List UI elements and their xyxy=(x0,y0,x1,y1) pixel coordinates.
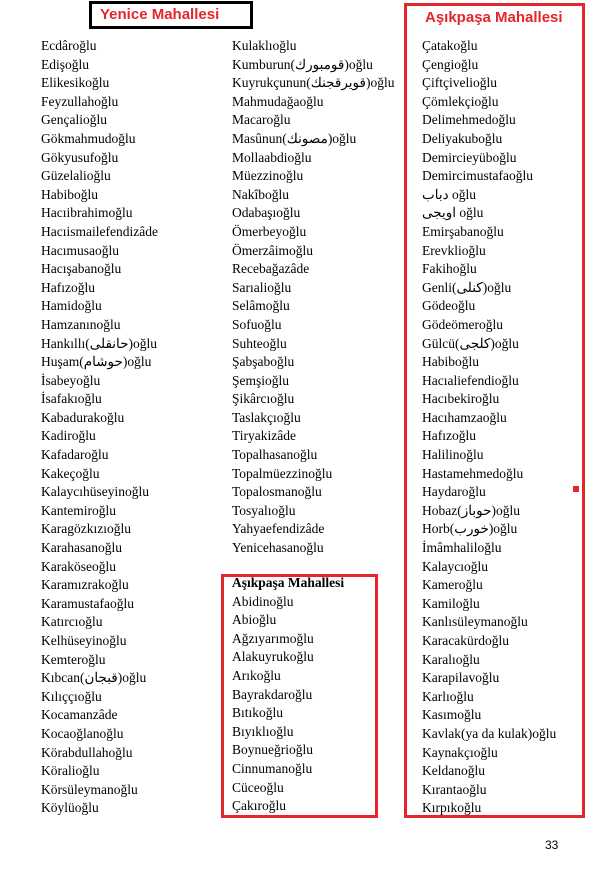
family-name-item: Abioğlu xyxy=(232,612,277,628)
red-square-marker xyxy=(573,486,579,492)
family-name-item: Hacımusaoğlu xyxy=(41,242,119,258)
family-name-item: Horb(خورب)oğlu xyxy=(422,521,518,537)
family-name-item: Masûnun(مصونك)oğlu xyxy=(232,130,357,146)
family-name-item: Genli(كنلى)oğlu xyxy=(422,279,512,295)
family-name-item: Alakuyrukoğlu xyxy=(232,649,314,665)
family-name-item: Habiboğlu xyxy=(41,186,98,202)
family-name-item: İmâmhaliloğlu xyxy=(422,540,502,556)
family-name-item: Gökyusufoğlu xyxy=(41,149,119,165)
family-name-item: Ağzıyarımoğlu xyxy=(232,630,314,646)
family-name-item: Cüceoğlu xyxy=(232,779,284,795)
family-name-item: Kuyrukçunun(قويرقجنك)oğlu xyxy=(232,75,395,91)
family-name-item: Çiftçivelioğlu xyxy=(422,75,497,91)
family-name-item: Kakeçoğlu xyxy=(41,465,100,481)
family-name-item: Kumburun(قومبورك)oğlu xyxy=(232,56,373,72)
yenice-mahallesi-header: Yenice Mahallesi xyxy=(89,1,253,29)
family-name-item: Recebağazâde xyxy=(232,261,310,277)
family-name-item: Müezzinoğlu xyxy=(232,168,304,184)
family-name-item: Hacıibrahimoğlu xyxy=(41,205,133,221)
family-name-item: Gülcü(كلجى)oğlu xyxy=(422,335,519,351)
family-name-item: Bıyıklıoğlu xyxy=(232,723,294,739)
family-name-item: Hacıaliefendioğlu xyxy=(422,372,519,388)
family-name-item: Bayrakdaroğlu xyxy=(232,686,313,702)
family-name-item: Edişoğlu xyxy=(41,56,90,72)
family-name-item: Gödeoğlu xyxy=(422,298,476,314)
family-name-item: اويجى oğlu xyxy=(422,205,484,221)
family-name-item: Yenicehasanoğlu xyxy=(232,540,324,556)
family-name-item: Odabaşıoğlu xyxy=(232,205,301,221)
family-name-item: Karapilavoğlu xyxy=(422,670,500,686)
yenice-names-column-2 xyxy=(232,37,395,558)
family-name-item: Abidinoğlu xyxy=(232,593,294,609)
family-name-item: Körabdullahoğlu xyxy=(41,744,133,760)
family-name-item: Emirşabanoğlu xyxy=(422,223,504,239)
family-name-item: Suhteoğlu xyxy=(232,335,287,351)
family-name-item: Nakîboğlu xyxy=(232,186,289,202)
family-name-item: Kaynakçıoğlu xyxy=(422,744,498,760)
family-name-item: Selâmoğlu xyxy=(232,298,290,314)
family-name-item: Kulaklıoğlu xyxy=(232,38,297,53)
family-name-item: Ömerzâimoğlu xyxy=(232,242,313,258)
family-name-item: Kıbcan(قبجان)oğlu xyxy=(41,670,147,686)
family-name-item: Kırpıkoğlu xyxy=(422,800,482,816)
family-name-item: Çengioğlu xyxy=(422,56,479,72)
family-name-item: Topalosmanoğlu xyxy=(232,484,322,500)
family-name-item: Şemşioğlu xyxy=(232,372,290,388)
family-name-item: Karaköseoğlu xyxy=(41,558,116,574)
family-name-item: Gödeömeroğlu xyxy=(422,316,503,332)
family-name-item: دباب oğlu xyxy=(422,186,476,202)
family-name-item: Şabşaboğlu xyxy=(232,354,295,370)
family-name-item: Macaroğlu xyxy=(232,112,291,128)
asikpasa-names-right-column xyxy=(422,37,556,818)
family-name-item: Hacıhamzaoğlu xyxy=(422,409,507,425)
family-name-item: Karacakürdoğlu xyxy=(422,633,509,648)
family-name-item: Sarıalioğlu xyxy=(232,279,292,295)
family-name-item: Delimehmedoğlu xyxy=(422,112,516,128)
family-name-item: Kameroğlu xyxy=(422,577,483,593)
family-name-item: Mollaabdioğlu xyxy=(232,149,312,165)
family-name-item: Keldanoğlu xyxy=(422,763,485,779)
family-name-item: Kalaycıoğlu xyxy=(422,558,488,574)
family-name-item: Hacışabanoğlu xyxy=(41,261,122,277)
family-name-item: Kasımoğlu xyxy=(422,707,482,723)
family-name-item: Demircimustafaoğlu xyxy=(422,168,533,184)
family-name-item: Karahasanoğlu xyxy=(41,540,122,556)
family-name-item: Kocamanzâde xyxy=(41,707,118,723)
family-name-item: Yahyaefendizâde xyxy=(232,521,325,537)
family-name-item: Fakihoğlu xyxy=(422,261,477,277)
family-name-item: Arıkoğlu xyxy=(232,667,281,683)
asikpasa-mahallesi-header: Aşıkpaşa Mahallesi xyxy=(425,9,563,26)
family-name-item: Kavlak(ya da kulak)oğlu xyxy=(422,725,557,741)
family-name-item: Hankıllı(حانقلى)oğlu xyxy=(41,335,158,351)
family-name-item: Hafızoğlu xyxy=(41,279,95,295)
family-name-item: Kocaoğlanoğlu xyxy=(41,725,124,741)
page-number: 33 xyxy=(545,838,559,852)
family-name-item: Elikesikoğlu xyxy=(41,75,110,91)
yenice-names-column-1 xyxy=(41,37,158,818)
family-name-item: Kadiroğlu xyxy=(41,428,96,444)
family-name-item: Karalıoğlu xyxy=(422,651,480,667)
family-name-item: Kabadurakoğlu xyxy=(41,409,125,425)
family-name-item: Tiryakizâde xyxy=(232,428,296,444)
family-name-item: Boynueğrioğlu xyxy=(232,742,313,758)
family-name-item: Hacıismailefendizâde xyxy=(41,223,158,239)
family-name-item: Karlıoğlu xyxy=(422,688,474,704)
family-name-item: Hacıbekiroğlu xyxy=(422,391,500,407)
family-name-item: Halilinoğlu xyxy=(422,447,484,463)
family-name-item: Hastamehmedoğlu xyxy=(422,465,524,481)
family-name-item: Kırantaoğlu xyxy=(422,781,487,797)
family-name-item: Hamidoğlu xyxy=(41,298,102,314)
family-name-item: Taslakçıoğlu xyxy=(232,409,301,425)
family-name-item: Çömlekçioğlu xyxy=(422,93,499,109)
family-name-item: Haydaroğlu xyxy=(422,484,486,500)
family-name-item: Feyzullahoğlu xyxy=(41,93,119,109)
family-name-item: Karamustafaoğlu xyxy=(41,595,134,611)
family-name-item: Katırcıoğlu xyxy=(41,614,103,630)
family-name-item: Kelhüseyinoğlu xyxy=(41,633,127,648)
family-name-item: Çakıroğlu xyxy=(232,798,286,814)
family-name-item: Mahmudağaoğlu xyxy=(232,93,324,109)
family-name-item: Şikârcıoğlu xyxy=(232,391,295,407)
family-name-item: Köylüoğlu xyxy=(41,800,99,816)
family-name-item: İsafakıoğlu xyxy=(41,391,102,407)
family-name-item: Hobaz(حوباز)oğlu xyxy=(422,502,520,518)
family-name-item: Köralioğlu xyxy=(41,763,100,779)
family-name-item: Karamızrakoğlu xyxy=(41,577,129,593)
family-name-item: Habiboğlu xyxy=(422,354,479,370)
family-name-item: Hamzanınoğlu xyxy=(41,316,121,332)
family-name-item: Ömerbeyoğlu xyxy=(232,223,307,239)
family-name-item: Hafızoğlu xyxy=(422,428,476,444)
family-name-item: Kantemiroğlu xyxy=(41,502,116,518)
family-name-item: Tosyalıoğlu xyxy=(232,502,296,518)
family-name-item: Aşıkpaşa Mahallesi xyxy=(232,575,345,590)
family-name-item: Gökmahmudoğlu xyxy=(41,130,136,146)
family-name-item: İsabeyoğlu xyxy=(41,372,101,388)
family-name-item: Demircieyüboğlu xyxy=(422,149,517,165)
family-name-item: Kemteroğlu xyxy=(41,651,106,667)
family-name-item: Körsüleymanoğlu xyxy=(41,781,138,797)
family-name-item: Topalhasanoğlu xyxy=(232,447,318,463)
family-name-item: Kafadaroğlu xyxy=(41,447,109,463)
family-name-item: Kamiloğlu xyxy=(422,595,480,611)
family-name-item: Erevklioğlu xyxy=(422,242,486,258)
family-name-item: Sofuoğlu xyxy=(232,316,282,332)
family-name-item: Ecdâroğlu xyxy=(41,38,97,53)
family-name-item: Deliyakuboğlu xyxy=(422,130,503,146)
family-name-item: Cinnumanoğlu xyxy=(232,760,313,776)
family-name-item: Kalaycıhüseyinoğlu xyxy=(41,484,149,500)
family-name-item: Bıtıkoğlu xyxy=(232,705,284,721)
family-name-item: Çatakoğlu xyxy=(422,38,478,53)
asikpasa-names-middle-column xyxy=(232,574,344,816)
family-name-item: Gençalioğlu xyxy=(41,112,107,128)
family-name-item: Huşam(حوشام)oğlu xyxy=(41,354,152,370)
family-name-item: Kılıççıoğlu xyxy=(41,688,102,704)
family-name-item: Topalmüezzinoğlu xyxy=(232,465,333,481)
family-name-item: Kanlısüleymanoğlu xyxy=(422,614,528,630)
family-name-item: Güzelalioğlu xyxy=(41,168,111,184)
family-name-item: Karagözkızıoğlu xyxy=(41,521,131,537)
